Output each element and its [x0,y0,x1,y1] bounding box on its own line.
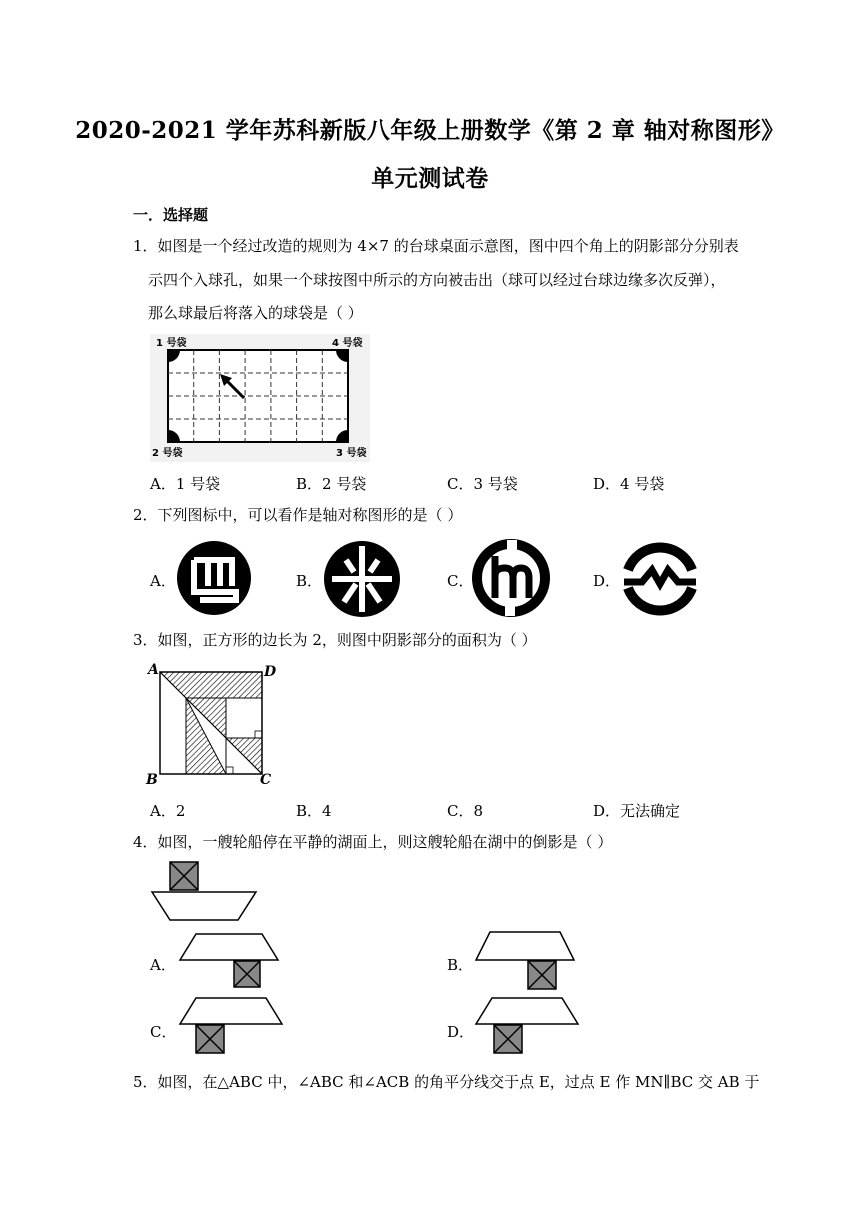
q2-option-d-label[interactable]: D． [593,572,621,590]
doc-title-line1: 2020-2021 学年苏科新版八年级上册数学《第 2 章 轴对称图形》 [75,117,785,144]
section-heading: 一．选择题 [133,206,209,224]
q2-option-a-label[interactable]: A． [150,572,176,590]
q1-option-b[interactable]: B．2 号袋 [296,475,367,493]
q4-reflection-d [472,996,582,1058]
q3-square-figure [146,660,276,786]
q3-option-c[interactable]: C．8 [447,802,484,820]
q1-text-line1: 1．如图是一个经过改造的规则为 4×7 的台球桌面示意图，图中四个角上的阴影部分分别表 [133,237,739,255]
q2-option-c-label[interactable]: C． [447,572,474,590]
q1-text-line2: 示四个入球孔，如果一个球按图中所示的方向被击出（球可以经过台球边缘多次反弹）， [148,271,726,289]
q3-option-a[interactable]: A．2 [150,802,186,820]
q2-logo-c-icon [471,538,551,618]
q4-reflection-c [176,996,286,1058]
pocket-3-label: 3 号袋 [336,448,367,459]
q1-option-d[interactable]: D．4 号袋 [593,475,665,493]
pocket-1-label: 1 号袋 [156,338,187,349]
q4-text-line1: 4．如图，一艘轮船停在平静的湖面上，则这艘轮船在湖中的倒影是（ ） [133,833,613,851]
q1-text-line3: 那么球最后将落入的球袋是（ ） [148,304,363,322]
q4-ship-figure [148,860,260,924]
pocket-4-label: 4 号袋 [332,338,363,349]
q4-option-d-label[interactable]: D． [447,1023,475,1041]
q2-logo-d-icon [620,540,700,616]
vertex-d-label: D [264,664,277,680]
vertex-a-label: A [148,662,159,678]
q2-text-line1: 2．下列图标中，可以看作是轴对称图形的是（ ） [133,506,463,524]
q4-reflection-b [472,930,578,990]
vertex-c-label: C [260,772,272,788]
q2-option-b-label[interactable]: B． [296,572,323,590]
q4-option-c-label[interactable]: C． [150,1023,177,1041]
q1-option-a[interactable]: A．1 号袋 [150,475,221,493]
q4-option-b-label[interactable]: B． [447,956,474,974]
doc-title-line2: 单元测试卷 [371,165,489,192]
q3-option-b[interactable]: B．4 [296,802,332,820]
q5-text-line1: 5．如图，在△ABC 中，∠ABC 和∠ACB 的角平分线交于点 E，过点 E 作 MN∥BC 交 AB 于 [133,1073,760,1091]
q4-reflection-a [176,930,282,990]
q1-option-c[interactable]: C．3 号袋 [447,475,518,493]
q3-option-d[interactable]: D．无法确定 [593,802,681,820]
q3-text-line1: 3．如图，正方形的边长为 2，则图中阴影部分的面积为（ ） [133,631,537,649]
q1-billiard-table-figure [150,334,370,462]
q2-logo-b-icon [322,540,402,618]
q4-option-a-label[interactable]: A． [150,956,176,974]
q2-logo-a-icon [174,540,254,616]
pocket-2-label: 2 号袋 [152,448,183,459]
vertex-b-label: B [146,772,158,788]
